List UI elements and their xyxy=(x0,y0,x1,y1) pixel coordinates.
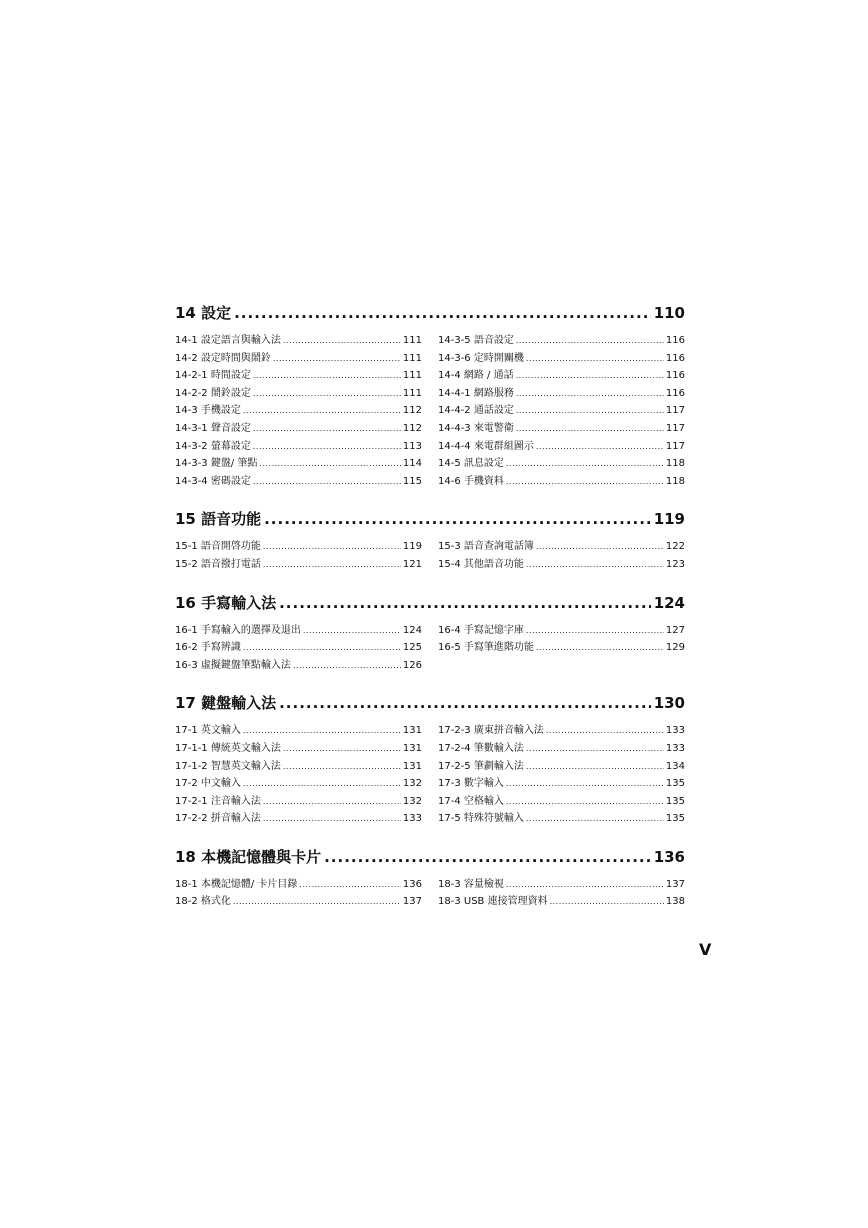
toc-entry xyxy=(175,556,422,574)
dot-leader xyxy=(526,740,664,758)
dot-leader xyxy=(526,556,664,574)
entry-column-right xyxy=(438,722,685,828)
dot-leader xyxy=(264,510,651,528)
toc-entry xyxy=(438,438,685,456)
toc-entry xyxy=(175,538,422,556)
toc-entry xyxy=(175,810,422,828)
entry-page-number: 133 xyxy=(402,813,422,825)
entry-label: 18-3 USB 連接管理資料 xyxy=(438,896,548,908)
toc-entry xyxy=(175,893,422,911)
dot-leader xyxy=(506,876,664,894)
dot-leader xyxy=(283,332,401,350)
entry-label: 14-2-2 鬧鈴設定 xyxy=(175,387,251,399)
entry-label: 14-4-3 來電警衛 xyxy=(438,422,514,434)
entry-page-number: 122 xyxy=(665,541,685,553)
entry-page-number: 133 xyxy=(665,742,685,754)
entry-column-left xyxy=(175,332,422,490)
dot-leader xyxy=(243,402,401,420)
dot-leader xyxy=(263,793,401,811)
entry-columns xyxy=(175,622,685,675)
entry-label: 14-4-2 通話設定 xyxy=(438,405,514,417)
entry-label: 17-1-2 智慧英文輸入法 xyxy=(175,760,281,772)
toc-entry xyxy=(438,876,685,894)
toc-entry xyxy=(175,793,422,811)
entry-page-number: 111 xyxy=(402,352,422,364)
section-heading xyxy=(175,694,685,712)
dot-leader xyxy=(243,639,401,657)
entry-label: 14-3-4 密碼設定 xyxy=(175,475,251,487)
entry-label: 17-3 數字輸入 xyxy=(438,778,504,790)
entry-page-number: 119 xyxy=(402,541,422,553)
dot-leader xyxy=(259,455,401,473)
entry-column-left xyxy=(175,538,422,573)
entry-column-right xyxy=(438,876,685,911)
entry-label: 17-2-2 拼音輸入法 xyxy=(175,813,261,825)
entry-page-number: 134 xyxy=(665,760,685,772)
entry-label: 14-3-3 鍵盤/ 筆點 xyxy=(175,458,258,470)
dot-leader xyxy=(516,367,664,385)
entry-page-number: 135 xyxy=(665,813,685,825)
toc-entry xyxy=(175,622,422,640)
dot-leader xyxy=(293,657,401,675)
section-title: 16 手寫輸入法 xyxy=(175,593,277,612)
dot-leader xyxy=(536,538,664,556)
entry-label: 14-4 網路 / 通話 xyxy=(438,370,514,382)
entry-label: 15-2 語音撥打電話 xyxy=(175,558,261,570)
toc-entry xyxy=(175,758,422,776)
toc-entry xyxy=(438,455,685,473)
entry-page-number: 132 xyxy=(402,778,422,790)
dot-leader xyxy=(253,438,401,456)
entry-columns xyxy=(175,722,685,828)
entry-label: 14-2-1 時間設定 xyxy=(175,370,251,382)
toc-entry xyxy=(175,455,422,473)
dot-leader xyxy=(299,876,400,894)
entry-column-left xyxy=(175,876,422,911)
entry-label: 14-6 手機資料 xyxy=(438,475,504,487)
toc-section xyxy=(175,594,685,675)
entry-label: 17-2-3 廣東拼音輸入法 xyxy=(438,725,544,737)
toc-entry xyxy=(175,876,422,894)
dot-leader xyxy=(283,740,401,758)
section-heading xyxy=(175,594,685,612)
entry-page-number: 116 xyxy=(665,387,685,399)
toc-entry xyxy=(438,810,685,828)
dot-leader xyxy=(506,775,664,793)
dot-leader xyxy=(253,367,401,385)
toc-entry xyxy=(175,420,422,438)
entry-column-right xyxy=(438,538,685,573)
dot-leader xyxy=(253,420,401,438)
entry-label: 16-5 手寫筆進階功能 xyxy=(438,642,534,654)
entry-page-number: 131 xyxy=(402,760,422,772)
entry-columns xyxy=(175,332,685,490)
toc-entry xyxy=(438,793,685,811)
entry-page-number: 132 xyxy=(402,795,422,807)
dot-leader xyxy=(234,304,651,322)
entry-label: 18-1 本機記憶體/ 卡片目錄 xyxy=(175,878,298,890)
toc-entry xyxy=(438,758,685,776)
entry-page-number: 116 xyxy=(665,352,685,364)
entry-label: 14-3 手機設定 xyxy=(175,405,241,417)
toc-entry xyxy=(438,740,685,758)
entry-page-number: 113 xyxy=(402,440,422,452)
toc-entry xyxy=(175,722,422,740)
dot-leader xyxy=(263,538,401,556)
dot-leader xyxy=(283,758,401,776)
dot-leader xyxy=(536,438,664,456)
dot-leader xyxy=(233,893,401,911)
entry-label: 14-1 設定語言與輸入法 xyxy=(175,335,281,346)
toc-entry xyxy=(438,473,685,491)
entry-label: 17-4 空格輸入 xyxy=(438,795,504,807)
dot-leader xyxy=(546,722,664,740)
toc-entry xyxy=(175,350,422,368)
section-title: 17 鍵盤輸入法 xyxy=(175,694,277,713)
entry-page-number: 126 xyxy=(402,659,422,671)
dot-leader xyxy=(526,810,664,828)
dot-leader xyxy=(303,622,401,640)
entry-page-number: 131 xyxy=(402,725,422,737)
entry-page-number: 129 xyxy=(665,642,685,654)
toc-entry xyxy=(175,775,422,793)
dot-leader xyxy=(526,622,664,640)
entry-column-right xyxy=(438,622,685,675)
dot-leader xyxy=(516,385,664,403)
entry-label: 17-1-1 傳統英文輸入法 xyxy=(175,742,281,754)
toc-entry xyxy=(175,332,422,350)
entry-page-number: 137 xyxy=(665,878,685,890)
entry-page-number: 121 xyxy=(402,558,422,570)
toc-entry xyxy=(438,385,685,403)
entry-page-number: 112 xyxy=(402,422,422,434)
dot-leader xyxy=(243,722,401,740)
entry-label: 15-1 語音開啓功能 xyxy=(175,541,261,553)
entry-label: 14-4-1 網路服務 xyxy=(438,387,514,399)
toc-entry xyxy=(438,556,685,574)
entry-label: 16-4 手寫記憶字庫 xyxy=(438,624,524,636)
entry-page-number: 135 xyxy=(665,795,685,807)
toc-entry xyxy=(438,367,685,385)
entry-page-number: 131 xyxy=(402,742,422,754)
entry-page-number: 123 xyxy=(665,558,685,570)
dot-leader xyxy=(516,420,664,438)
toc-entry xyxy=(438,402,685,420)
toc-entry xyxy=(438,538,685,556)
entry-label: 18-2 格式化 xyxy=(175,896,231,908)
entry-label: 17-5 特殊符號輸入 xyxy=(438,813,524,825)
section-heading xyxy=(175,304,685,322)
section-page-number: 130 xyxy=(653,694,685,713)
entry-page-number: 111 xyxy=(402,335,422,346)
toc-entry xyxy=(175,740,422,758)
entry-page-number: 116 xyxy=(665,335,685,346)
dot-leader xyxy=(279,694,651,712)
entry-page-number: 118 xyxy=(665,458,685,470)
section-heading xyxy=(175,510,685,528)
dot-leader xyxy=(279,594,651,612)
entry-column-left xyxy=(175,722,422,828)
dot-leader xyxy=(526,758,664,776)
entry-page-number: 124 xyxy=(402,624,422,636)
entry-label: 17-2-4 筆數輸入法 xyxy=(438,742,524,754)
entry-page-number: 114 xyxy=(402,458,422,470)
entry-page-number: 111 xyxy=(402,387,422,399)
toc-entry xyxy=(175,639,422,657)
toc-entry xyxy=(438,420,685,438)
entry-label: 14-2 設定時間與鬧鈴 xyxy=(175,352,271,364)
dot-leader xyxy=(263,810,401,828)
toc-section xyxy=(175,694,685,828)
toc-entry xyxy=(175,473,422,491)
entry-column-left xyxy=(175,622,422,675)
dot-leader xyxy=(253,385,401,403)
entry-label: 16-1 手寫輸入的選擇及退出 xyxy=(175,624,301,636)
toc-section xyxy=(175,510,685,573)
entry-page-number: 116 xyxy=(665,370,685,382)
toc-entry xyxy=(438,350,685,368)
entry-page-number: 115 xyxy=(402,475,422,487)
entry-columns xyxy=(175,538,685,573)
entry-label: 17-2 中文輸入 xyxy=(175,778,241,790)
entry-page-number: 135 xyxy=(665,778,685,790)
entry-label: 18-3 容量檢視 xyxy=(438,878,504,890)
section-page-number: 110 xyxy=(653,304,685,322)
toc-section xyxy=(175,848,685,911)
entry-label: 14-3-5 語音設定 xyxy=(438,335,514,346)
entry-page-number: 118 xyxy=(665,475,685,487)
dot-leader xyxy=(273,350,401,368)
entry-page-number: 136 xyxy=(402,878,422,890)
dot-leader xyxy=(506,473,664,491)
section-page-number: 119 xyxy=(653,510,685,529)
dot-leader xyxy=(516,332,664,350)
entry-page-number: 127 xyxy=(665,624,685,636)
section-title: 15 語音功能 xyxy=(175,510,262,529)
toc-entry xyxy=(438,722,685,740)
entry-label: 14-5 訊息設定 xyxy=(438,458,504,470)
entry-label: 14-3-6 定時開關機 xyxy=(438,352,524,364)
entry-label: 15-4 其他語音功能 xyxy=(438,558,524,570)
toc-entry xyxy=(438,639,685,657)
toc-entry xyxy=(175,367,422,385)
entry-label: 14-4-4 來電群組圖示 xyxy=(438,440,534,452)
dot-leader xyxy=(243,775,401,793)
page-number: V xyxy=(699,940,712,959)
entry-page-number: 117 xyxy=(665,422,685,434)
entry-page-number: 133 xyxy=(665,725,685,737)
dot-leader xyxy=(324,848,651,866)
toc-entry xyxy=(438,622,685,640)
section-page-number: 136 xyxy=(653,847,685,866)
entry-page-number: 138 xyxy=(665,896,685,908)
section-page-number: 124 xyxy=(653,593,685,612)
toc-entry xyxy=(438,332,685,350)
entry-label: 15-3 語音查詢電話簿 xyxy=(438,541,534,553)
entry-label: 17-1 英文輸入 xyxy=(175,725,241,737)
entry-page-number: 112 xyxy=(402,405,422,417)
toc-entry xyxy=(438,775,685,793)
toc-entry xyxy=(175,657,422,675)
toc-entry xyxy=(175,402,422,420)
table-of-contents xyxy=(175,304,685,931)
toc-section xyxy=(175,304,685,490)
entry-column-right xyxy=(438,332,685,490)
entry-label: 14-3-1 聲音設定 xyxy=(175,422,251,434)
section-heading xyxy=(175,848,685,866)
dot-leader xyxy=(516,402,664,420)
dot-leader xyxy=(506,455,664,473)
section-title: 18 本機記憶體與卡片 xyxy=(175,847,322,866)
dot-leader xyxy=(526,350,664,368)
section-title: 14 設定 xyxy=(175,304,232,322)
entry-page-number: 117 xyxy=(665,405,685,417)
entry-label: 16-2 手寫辨識 xyxy=(175,642,241,654)
entry-page-number: 137 xyxy=(402,896,422,908)
toc-entry xyxy=(175,438,422,456)
dot-leader xyxy=(506,793,664,811)
entry-page-number: 117 xyxy=(665,440,685,452)
entry-columns xyxy=(175,876,685,911)
toc-entry xyxy=(175,385,422,403)
entry-label: 17-2-5 筆劃輸入法 xyxy=(438,760,524,772)
dot-leader xyxy=(536,639,664,657)
entry-label: 17-2-1 注音輸入法 xyxy=(175,795,261,807)
dot-leader xyxy=(253,473,401,491)
entry-page-number: 111 xyxy=(402,370,422,382)
dot-leader xyxy=(550,893,664,911)
entry-label: 16-3 虛擬鍵盤筆點輸入法 xyxy=(175,659,291,671)
dot-leader xyxy=(263,556,401,574)
entry-label: 14-3-2 螢幕設定 xyxy=(175,440,251,452)
entry-page-number: 125 xyxy=(402,642,422,654)
toc-entry xyxy=(438,893,685,911)
